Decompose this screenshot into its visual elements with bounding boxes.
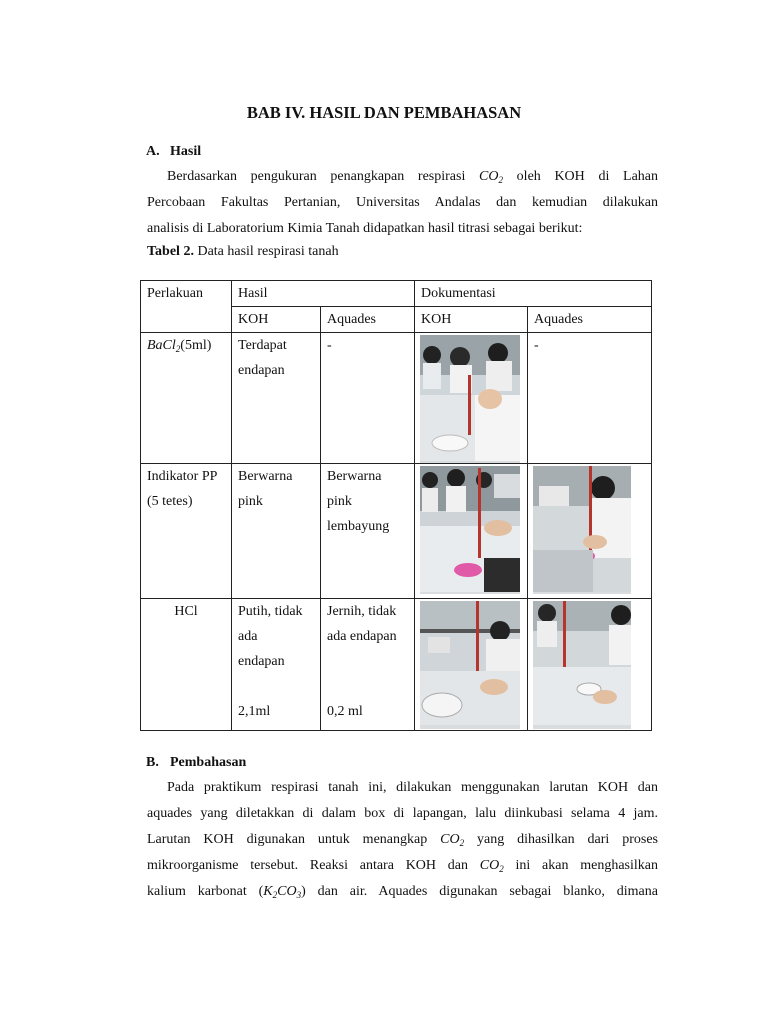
cell-aquades	[321, 464, 415, 599]
cell-aquades	[321, 599, 415, 731]
intro-text: Berdasarkan pengukuran penangkapan respirasi	[167, 169, 480, 184]
cell-text: 2,1ml	[238, 704, 271, 719]
discussion-text: yang dihasilkan dari proses	[464, 832, 658, 847]
intro-paragraph	[147, 164, 658, 242]
cell-perlakuan	[141, 464, 232, 599]
lab-photo-drawing	[420, 466, 520, 592]
header-aquades: Aquades	[321, 307, 415, 333]
section-b-heading	[146, 755, 246, 771]
formula-text: BaCl	[147, 338, 176, 353]
section-b-number: B.	[146, 755, 159, 770]
chapter-title: BAB IV. HASIL DAN PEMBAHASAN	[246, 103, 522, 122]
formula-text: K	[263, 884, 273, 899]
formula-subscript: 2	[498, 175, 503, 185]
cell-text: pink	[327, 494, 352, 509]
cell-text: ada endapan	[327, 629, 397, 644]
table-row	[141, 599, 652, 731]
cell-text: -	[327, 338, 332, 353]
lab-photo	[533, 601, 631, 729]
cell-aquades	[321, 333, 415, 464]
cell-doc-aquades	[528, 464, 652, 599]
intro-line-1	[147, 164, 658, 190]
lab-photo	[420, 466, 520, 594]
lab-photo-drawing	[420, 601, 520, 725]
cell-text: lembayung	[327, 519, 390, 534]
formula-bacl2	[147, 338, 180, 353]
intro-line-3: analisis di Laboratorium Kimia Tanah didapatkan hasil titrasi sebagai berikut:	[147, 221, 583, 236]
perlakuan-volume: (5ml)	[180, 338, 212, 353]
cell-koh	[232, 464, 321, 599]
lab-photo	[533, 466, 631, 594]
cell-doc-aquades	[528, 599, 652, 731]
cell-text: pink	[238, 494, 263, 509]
lab-photo	[420, 601, 520, 729]
discussion-line-2: aquades yang diletakkan di dalam box di lapangan, lalu diinkubasi selama 4 jam.	[147, 806, 658, 821]
section-a-number: A.	[146, 144, 160, 159]
header-row-1	[141, 281, 652, 307]
cell-perlakuan	[141, 599, 232, 731]
results-table	[140, 280, 652, 731]
cell-koh	[232, 599, 321, 731]
lab-photo-drawing	[533, 466, 631, 592]
table-caption	[147, 244, 339, 260]
cell-perlakuan	[141, 333, 232, 464]
formula-text: CO	[479, 858, 500, 873]
discussion-paragraph	[147, 775, 658, 905]
cell-text: endapan	[238, 654, 285, 669]
cell-doc-koh	[415, 599, 528, 731]
formula-k2co3	[263, 884, 301, 899]
header-perlakuan: Perlakuan	[141, 281, 232, 333]
section-a-title: Hasil	[170, 144, 202, 159]
header-hasil: Hasil	[232, 281, 415, 307]
formula-subscript: 2	[175, 344, 181, 354]
header-doc-aquades: Aquades	[528, 307, 652, 333]
formula-co2	[479, 169, 503, 184]
caption-label: Tabel 2.	[147, 244, 194, 259]
cell-text: Berwarna	[238, 469, 293, 484]
table-row	[141, 464, 652, 599]
cell-text: 0,2 ml	[327, 704, 363, 719]
discussion-line-1: Pada praktikum respirasi tanah ini, dilakukan menggunakan larutan KOH dan	[167, 780, 658, 795]
discussion-text: Larutan KOH digunakan untuk menangkap	[147, 832, 441, 847]
discussion-line-5	[147, 879, 658, 905]
cell-text: Terdapat	[238, 338, 287, 353]
formula-subscript: 3	[296, 890, 302, 900]
cell-text: Indikator PP	[147, 469, 218, 484]
formula-text: CO	[277, 884, 297, 899]
discussion-text: ) dan air. Aquades digunakan sebagai blanko, dimana	[301, 884, 658, 899]
formula-text: CO	[440, 832, 460, 847]
table-row	[141, 333, 652, 464]
formula-subscript: 2	[272, 890, 278, 900]
cell-text: (5 tetes)	[147, 494, 193, 509]
header-koh: KOH	[232, 307, 321, 333]
lab-photo-drawing	[420, 335, 520, 461]
intro-line-2: Percobaan Fakultas Pertanian, Universitas Andalas dan kemudian dilakukan	[147, 195, 658, 210]
cell-doc-aquades	[528, 333, 652, 464]
header-dokumentasi: Dokumentasi	[415, 281, 652, 307]
cell-text: Jernih, tidak	[327, 604, 397, 619]
cell-doc-koh	[415, 333, 528, 464]
formula-subscript: 2	[459, 838, 465, 848]
section-a-heading	[146, 144, 201, 160]
formula-co2	[480, 858, 504, 873]
formula-subscript: 2	[499, 864, 504, 874]
cell-koh	[232, 333, 321, 464]
header-doc-koh: KOH	[415, 307, 528, 333]
cell-text: Putih, tidak	[238, 604, 303, 619]
cell-text: Berwarna	[327, 469, 382, 484]
cell-text: ada	[238, 629, 258, 644]
discussion-line-4	[147, 853, 658, 879]
discussion-text: mikroorganisme tersebut. Reaksi antara KOH dan	[147, 858, 480, 873]
discussion-text: ini akan menghasilkan	[503, 858, 659, 873]
formula-co2	[440, 832, 464, 847]
discussion-text: kalium karbonat (	[147, 884, 264, 899]
lab-photo	[420, 335, 520, 463]
formula-text: CO	[479, 169, 499, 184]
intro-text: oleh KOH di Lahan	[503, 169, 658, 184]
lab-photo-drawing	[533, 601, 631, 725]
cell-text: HCl	[174, 604, 198, 619]
discussion-line-3	[147, 827, 658, 853]
cell-text: endapan	[238, 363, 285, 378]
caption-text: Data hasil respirasi tanah	[193, 244, 339, 259]
cell-text: -	[534, 338, 539, 353]
cell-doc-koh	[415, 464, 528, 599]
section-b-title: Pembahasan	[170, 755, 247, 770]
